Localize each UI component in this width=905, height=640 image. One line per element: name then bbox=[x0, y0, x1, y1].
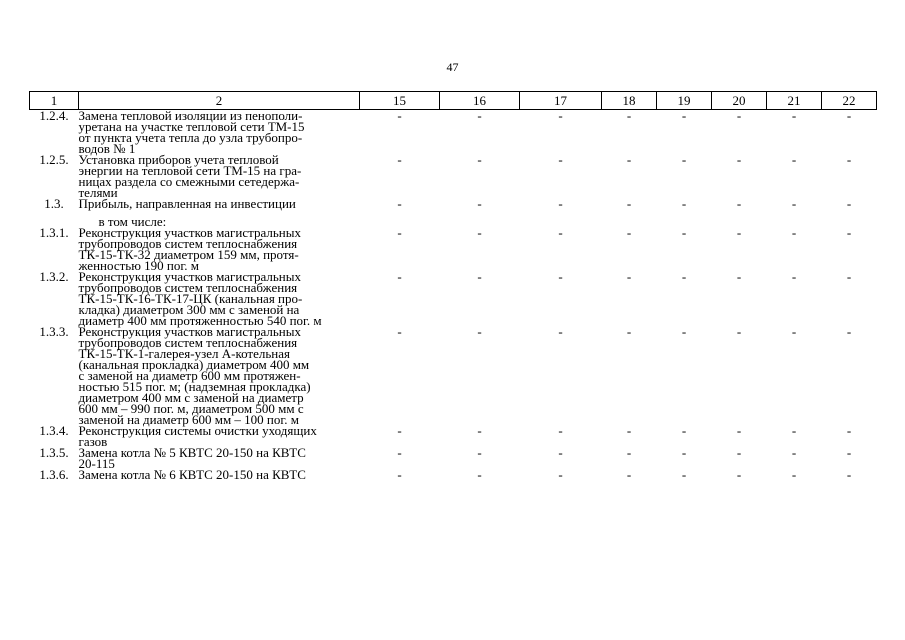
table-row bbox=[30, 227, 877, 271]
value-cell: - bbox=[791, 324, 797, 339]
description-line: Замена тепловой изоляции из пенополи- bbox=[78, 108, 303, 123]
page-number: 47 bbox=[446, 60, 459, 74]
header-col-2: 2 bbox=[79, 92, 360, 110]
row-description bbox=[79, 469, 360, 481]
header-col-16: 16 bbox=[440, 92, 520, 110]
value-cell: - bbox=[397, 108, 402, 123]
data-table bbox=[29, 91, 877, 481]
value-cell: - bbox=[736, 324, 742, 339]
table-row bbox=[30, 326, 877, 425]
description-line: заменой на диаметр 600 мм – 100 пог. м bbox=[78, 412, 299, 427]
value-cell: - bbox=[477, 152, 482, 167]
value-cell: - bbox=[558, 225, 563, 240]
value-cell: - bbox=[558, 423, 563, 438]
value-cell: - bbox=[477, 467, 482, 482]
value-cell: - bbox=[626, 467, 632, 482]
value-cell: - bbox=[846, 445, 852, 460]
description-line: диаметром 400 мм с заменой на диаметр bbox=[78, 390, 304, 405]
value-cell: - bbox=[846, 225, 852, 240]
description-line: (канальная прокладка) диаметром 400 мм bbox=[78, 357, 310, 372]
table-row bbox=[30, 110, 877, 155]
value-cell: - bbox=[558, 467, 563, 482]
description-line: телями bbox=[78, 185, 118, 200]
value-cell: - bbox=[397, 269, 402, 284]
description-line: от пункта учета тепла до узла трубопро- bbox=[78, 130, 303, 145]
value-cell: - bbox=[681, 324, 687, 339]
description-line: с заменой на диаметр 600 мм протяжен- bbox=[78, 368, 301, 383]
row-number: 1.3.3. bbox=[39, 324, 69, 339]
row-description bbox=[79, 227, 360, 271]
value-cell: - bbox=[736, 152, 742, 167]
table-row bbox=[30, 154, 877, 198]
value-cell: - bbox=[626, 225, 632, 240]
description-line: Установка приборов учета тепловой bbox=[78, 152, 279, 167]
value-cell: - bbox=[626, 324, 632, 339]
description-line: женностью 190 пог. м bbox=[78, 258, 199, 273]
value-cell: - bbox=[681, 269, 687, 284]
description-line: ТК-15-ТК-1-галерея-узел А-котельная bbox=[78, 346, 291, 361]
description-line: Замена котла № 6 КВТС 20-150 на КВТС bbox=[78, 467, 306, 482]
value-cell: - bbox=[791, 108, 797, 123]
row-description bbox=[79, 110, 360, 155]
value-cell: - bbox=[681, 152, 687, 167]
header-col-20: 20 bbox=[712, 92, 767, 110]
value-cell: - bbox=[558, 445, 563, 460]
value-cell: - bbox=[397, 324, 402, 339]
value-cell: - bbox=[791, 269, 797, 284]
value-cell: - bbox=[846, 423, 852, 438]
row-number: 1.2.5. bbox=[39, 152, 69, 167]
header-col-17: 17 bbox=[520, 92, 602, 110]
value-cell: - bbox=[791, 467, 797, 482]
header-col-21: 21 bbox=[767, 92, 822, 110]
row-description bbox=[79, 198, 360, 210]
description-line: 20-115 bbox=[78, 456, 115, 471]
description-line: энергии на тепловой сети ТМ-15 на гра- bbox=[78, 163, 302, 178]
description-line: кладка) диаметром 300 мм с заменой на bbox=[78, 302, 300, 317]
value-cell: - bbox=[477, 445, 482, 460]
header-col-18: 18 bbox=[602, 92, 657, 110]
description-line: трубопроводов систем теплоснабжения bbox=[78, 280, 298, 295]
value-cell: - bbox=[477, 423, 482, 438]
value-cell: - bbox=[736, 269, 742, 284]
value-cell: - bbox=[681, 467, 687, 482]
value-cell: - bbox=[736, 445, 742, 460]
row-number: 1.3.2. bbox=[39, 269, 69, 284]
description-line: в том числе: bbox=[98, 214, 167, 229]
description-line: ТК-15-ТК-32 диаметром 159 мм, протя- bbox=[78, 247, 299, 262]
value-cell: - bbox=[681, 196, 687, 211]
value-cell: - bbox=[558, 108, 563, 123]
value-cell: - bbox=[846, 196, 852, 211]
header-col-22: 22 bbox=[822, 92, 877, 110]
value-cell: - bbox=[736, 108, 742, 123]
value-cell: - bbox=[791, 225, 797, 240]
table-row bbox=[30, 447, 877, 469]
row-description bbox=[79, 154, 360, 198]
value-cell: - bbox=[626, 423, 632, 438]
value-cell: - bbox=[397, 423, 402, 438]
header-col-19: 19 bbox=[657, 92, 712, 110]
header-row bbox=[30, 92, 877, 110]
value-cell: - bbox=[791, 445, 797, 460]
value-cell: - bbox=[736, 196, 742, 211]
row-number: 1.3.5. bbox=[39, 445, 69, 460]
description-line: Реконструкция участков магистральных bbox=[78, 225, 301, 240]
value-cell: - bbox=[477, 269, 482, 284]
row-description bbox=[79, 447, 360, 469]
value-cell: - bbox=[626, 196, 632, 211]
value-cell: - bbox=[681, 225, 687, 240]
row-number: 1.3.6. bbox=[39, 467, 69, 482]
description-line: Реконструкция участков магистральных bbox=[78, 269, 301, 284]
value-cell: - bbox=[846, 467, 852, 482]
value-cell: - bbox=[397, 196, 402, 211]
value-cell: - bbox=[397, 225, 402, 240]
value-cell: - bbox=[791, 152, 797, 167]
row-number: 1.3.1. bbox=[39, 225, 69, 240]
value-cell: - bbox=[397, 445, 402, 460]
value-cell: - bbox=[736, 467, 742, 482]
description-line: уретана на участке тепловой сети ТМ-15 bbox=[78, 119, 305, 134]
description-line: трубопроводов систем теплоснабжения bbox=[78, 335, 298, 350]
value-cell: - bbox=[558, 324, 563, 339]
value-cell: - bbox=[681, 445, 687, 460]
value-cell: - bbox=[846, 108, 852, 123]
row-description bbox=[79, 271, 360, 326]
table-row bbox=[30, 198, 877, 210]
value-cell: - bbox=[558, 269, 563, 284]
value-cell: - bbox=[791, 423, 797, 438]
value-cell: - bbox=[681, 108, 687, 123]
description-line: трубопроводов систем теплоснабжения bbox=[78, 236, 298, 251]
value-cell: - bbox=[846, 269, 852, 284]
value-cell: - bbox=[397, 467, 402, 482]
value-cell: - bbox=[626, 445, 632, 460]
description-line: ТК-15-ТК-16-ТК-17-ЦК (канальная про- bbox=[78, 291, 303, 306]
value-cell: - bbox=[681, 423, 687, 438]
value-cell: - bbox=[736, 423, 742, 438]
row-number: 1.3. bbox=[44, 196, 64, 211]
value-cell: - bbox=[397, 152, 402, 167]
header-col-15: 15 bbox=[360, 92, 440, 110]
description-line: Замена котла № 5 КВТС 20-150 на КВТС bbox=[78, 445, 306, 460]
description-line: ностью 515 пог. м; (надземная прокладка) bbox=[78, 379, 311, 394]
row-number: 1.3.4. bbox=[39, 423, 69, 438]
description-line: диаметр 400 мм протяженностью 540 пог. м bbox=[78, 313, 322, 328]
value-cell: - bbox=[558, 196, 563, 211]
value-cell: - bbox=[626, 152, 632, 167]
description-line: ницах раздела со смежными сетедержа- bbox=[78, 174, 300, 189]
value-cell: - bbox=[846, 324, 852, 339]
value-cell: - bbox=[477, 225, 482, 240]
row-description bbox=[79, 326, 360, 425]
description-line: газов bbox=[78, 434, 108, 449]
value-cell: - bbox=[626, 269, 632, 284]
row-description bbox=[79, 425, 360, 447]
value-cell: - bbox=[477, 324, 482, 339]
description-line: 600 мм – 990 пог. м, диаметром 500 мм с bbox=[78, 401, 304, 416]
description-line: Прибыль, направленная на инвестиции bbox=[78, 196, 296, 211]
value-cell: - bbox=[477, 108, 482, 123]
table-row bbox=[30, 425, 877, 447]
value-cell: - bbox=[626, 108, 632, 123]
row-number: 1.2.4. bbox=[39, 108, 69, 123]
description-line: Реконструкция участков магистральных bbox=[78, 324, 301, 339]
table-row bbox=[30, 469, 877, 481]
description-line: Реконструкция системы очистки уходящих bbox=[78, 423, 317, 438]
value-cell: - bbox=[791, 196, 797, 211]
value-cell: - bbox=[736, 225, 742, 240]
header-col-1: 1 bbox=[30, 92, 79, 110]
value-cell: - bbox=[846, 152, 852, 167]
table-body bbox=[30, 110, 877, 482]
table-row bbox=[30, 271, 877, 326]
description-line: водов № 1 bbox=[78, 141, 136, 156]
value-cell: - bbox=[558, 152, 563, 167]
value-cell: - bbox=[477, 196, 482, 211]
